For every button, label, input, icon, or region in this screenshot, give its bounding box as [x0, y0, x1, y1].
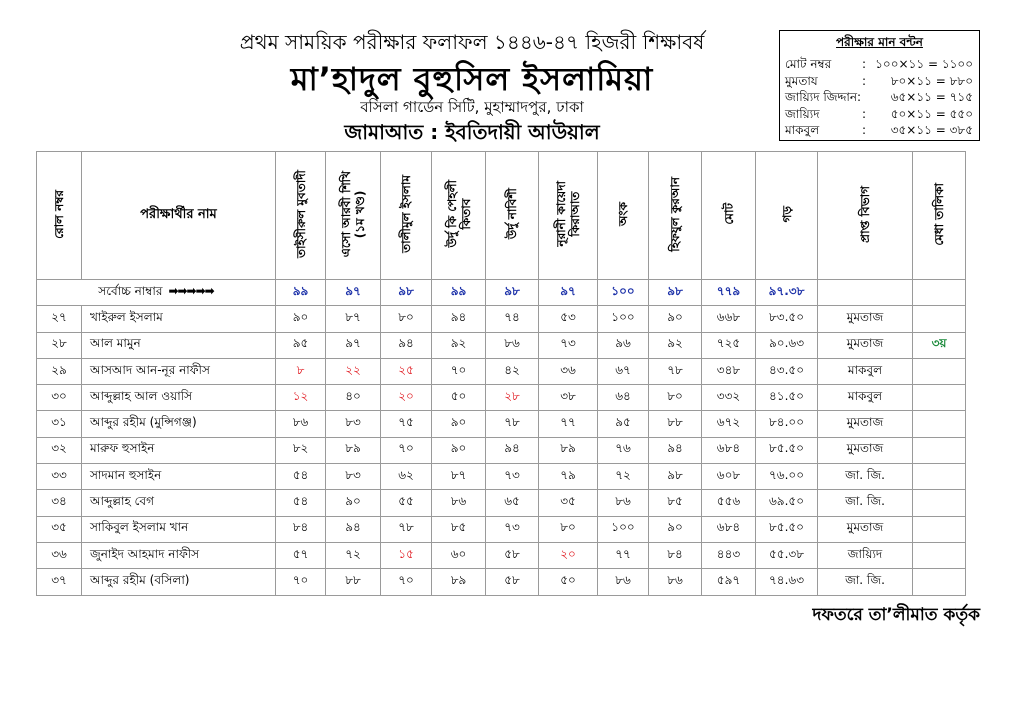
- roll-number: ৩১: [37, 411, 82, 437]
- merit-position: [913, 542, 966, 568]
- total-marks: ৬৮৪: [702, 437, 756, 463]
- merit-position: ৩য়: [913, 332, 966, 358]
- subject-mark: ৬৭: [598, 358, 649, 384]
- highest-average: ৯৭.৩৮: [756, 280, 818, 306]
- highest-marks-label: সর্বোচ্চ নাম্বার ➡➡➡➡➡: [37, 280, 276, 306]
- subject-mark: ৮৫: [649, 490, 702, 516]
- subject-mark: ৯৬: [598, 332, 649, 358]
- subject-mark: ৩৬: [539, 358, 598, 384]
- total-marks: ৩৪৮: [702, 358, 756, 384]
- subject-mark: ৮০: [539, 516, 598, 542]
- total-marks: ৭২৫: [702, 332, 756, 358]
- highest-mark: ৯৮: [486, 280, 539, 306]
- highest-mark: ৯৯: [276, 280, 326, 306]
- subject-mark: ২০: [539, 542, 598, 568]
- student-row: [37, 306, 966, 332]
- subject-mark: ৫০: [539, 569, 598, 595]
- subject-mark: ১২: [276, 385, 326, 411]
- subject-mark: ৯০: [649, 306, 702, 332]
- grade-label: মাকবুল: [785, 123, 820, 138]
- subject-mark: ৯০: [432, 437, 486, 463]
- student-name: আব্দুল্লাহ আল ওয়াসি: [82, 385, 276, 411]
- empty-cell: [913, 280, 966, 306]
- average-marks: ৭৬.০০: [756, 464, 818, 490]
- grade-division: মুমতাজ: [818, 332, 913, 358]
- subject-mark: ৫৫: [381, 490, 432, 516]
- total-marks: ৪৪৩: [702, 542, 756, 568]
- grade-distribution-box: [779, 30, 980, 141]
- col-subject-4: উর্দু কি পেহলী কিতাব: [432, 152, 486, 280]
- student-name: আব্দুর রহীম (মুন্সিগঞ্জ): [82, 411, 276, 437]
- student-name: আল মামুন: [82, 332, 276, 358]
- subject-mark: ৮৩: [326, 411, 381, 437]
- subject-mark: ৮৬: [432, 490, 486, 516]
- grade-label: মুমতায: [785, 73, 818, 88]
- subject-mark: ৮৬: [598, 490, 649, 516]
- subject-mark: ৮৬: [649, 569, 702, 595]
- grade-box-title: পরীক্ষার মান বন্টন: [836, 35, 923, 49]
- grade-division: মুমতাজ: [818, 437, 913, 463]
- student-row: [37, 358, 966, 384]
- roll-number: ৩৬: [37, 542, 82, 568]
- student-name: মারুফ হুসাইন: [82, 437, 276, 463]
- grade-colon: :: [862, 73, 867, 88]
- grade-row: [780, 106, 979, 123]
- empty-cell: [818, 280, 913, 306]
- student-name: আব্দুর রহীম (বসিলা): [82, 569, 276, 595]
- average-marks: ৮৫.৫০: [756, 437, 818, 463]
- subject-mark: ৫৮: [486, 542, 539, 568]
- highest-mark: ৯৭: [539, 280, 598, 306]
- subject-mark: ৭০: [432, 358, 486, 384]
- grade-division: মাকবুল: [818, 358, 913, 384]
- student-row: [37, 569, 966, 595]
- subject-mark: ৫৩: [539, 306, 598, 332]
- subject-mark: ৩৫: [539, 490, 598, 516]
- subject-mark: ৯৪: [649, 437, 702, 463]
- student-row: [37, 332, 966, 358]
- subject-mark: ৭৭: [598, 542, 649, 568]
- subject-mark: ৯০: [326, 490, 381, 516]
- subject-mark: ৮৫: [432, 516, 486, 542]
- col-subject-5: উর্দু নাবিশী: [486, 152, 539, 280]
- subject-mark: ৯৪: [432, 306, 486, 332]
- header-row: [37, 152, 966, 280]
- total-marks: ৫৯৭: [702, 569, 756, 595]
- student-name: জুনাইদ আহমাদ নাফীস: [82, 542, 276, 568]
- roll-number: ৩৭: [37, 569, 82, 595]
- subject-mark: ৮৭: [326, 306, 381, 332]
- highest-mark: ৯৯: [432, 280, 486, 306]
- subject-mark: ২৮: [486, 385, 539, 411]
- grade-row: [780, 56, 979, 73]
- highest-mark: ৯৮: [649, 280, 702, 306]
- subject-mark: ৮৭: [432, 464, 486, 490]
- subject-mark: ৭২: [598, 464, 649, 490]
- roll-number: ৩০: [37, 385, 82, 411]
- subject-mark: ৬৪: [598, 385, 649, 411]
- student-row: [37, 542, 966, 568]
- subject-mark: ১০০: [598, 306, 649, 332]
- student-name: সাকিবুল ইসলাম খান: [82, 516, 276, 542]
- grade-value: ৩৫×১১ = ৩৮৫: [890, 123, 973, 138]
- merit-position: [913, 306, 966, 332]
- total-marks: ৬৭২: [702, 411, 756, 437]
- col-subject-6: নূরানী কায়েদা কিরাআত: [539, 152, 598, 280]
- subject-mark: ৯৫: [598, 411, 649, 437]
- subject-mark: ৮৮: [326, 569, 381, 595]
- grade-row: [780, 73, 979, 90]
- average-marks: ৮৪.০০: [756, 411, 818, 437]
- subject-mark: ৯০: [649, 516, 702, 542]
- highest-mark: ৯৭: [326, 280, 381, 306]
- subject-mark: ৯০: [432, 411, 486, 437]
- class-name: জামাআত : ইবতিদায়ী আউয়াল: [344, 120, 600, 144]
- subject-mark: ৯৪: [381, 332, 432, 358]
- col-subject-1: তাইসীরুল মুবতাদী: [276, 152, 326, 280]
- subject-mark: ৯২: [432, 332, 486, 358]
- subject-mark: ৯০: [276, 306, 326, 332]
- grade-label: জায়্যিদ জিদ্দান:: [785, 90, 862, 105]
- subject-mark: ৯২: [649, 332, 702, 358]
- student-row: [37, 437, 966, 463]
- grade-value: ১০০×১১ = ১১০০: [875, 57, 973, 71]
- roll-number: ৩৪: [37, 490, 82, 516]
- subject-mark: ৭৭: [539, 411, 598, 437]
- subject-mark: ৭০: [381, 569, 432, 595]
- average-marks: ৪১.৫০: [756, 385, 818, 411]
- col-subject-2: এসো আরবী শিখি (১ম খণ্ড): [326, 152, 381, 280]
- subject-mark: ৭২: [326, 542, 381, 568]
- subject-mark: ৪২: [486, 358, 539, 384]
- subject-mark: ৭৪: [486, 306, 539, 332]
- merit-position: [913, 358, 966, 384]
- subject-mark: ৯৭: [326, 332, 381, 358]
- total-marks: ৩৩২: [702, 385, 756, 411]
- subject-mark: ৭৯: [539, 464, 598, 490]
- grade-colon: :: [862, 106, 867, 121]
- subject-mark: ৮২: [276, 437, 326, 463]
- average-marks: ৪৩.৫০: [756, 358, 818, 384]
- subject-mark: ২৫: [381, 358, 432, 384]
- subject-mark: ৭৩: [486, 516, 539, 542]
- subject-mark: ১৫: [381, 542, 432, 568]
- grade-division: মুমতাজ: [818, 411, 913, 437]
- grade-value: ৬৫×১১ = ৭১৫: [890, 90, 973, 105]
- subject-mark: ৫০: [432, 385, 486, 411]
- subject-mark: ৭০: [276, 569, 326, 595]
- subject-mark: ৮৪: [276, 516, 326, 542]
- col-grade: প্রাপ্ত বিভাগ: [818, 152, 913, 280]
- grade-label: জায়্যিদ: [785, 106, 820, 121]
- subject-mark: ৭৮: [486, 411, 539, 437]
- grade-division: জায়্যিদ: [818, 542, 913, 568]
- merit-position: [913, 516, 966, 542]
- subject-mark: ৮৬: [486, 332, 539, 358]
- subject-mark: ৭৫: [381, 411, 432, 437]
- merit-position: [913, 385, 966, 411]
- average-marks: ৫৫.৩৮: [756, 542, 818, 568]
- subject-mark: ৯৪: [326, 516, 381, 542]
- highest-mark: ১০০: [598, 280, 649, 306]
- highest-marks-row: [37, 280, 966, 306]
- subject-mark: ৩৮: [539, 385, 598, 411]
- subject-mark: ২০: [381, 385, 432, 411]
- subject-mark: ৫৮: [486, 569, 539, 595]
- subject-mark: ৭৩: [539, 332, 598, 358]
- institution-address: বসিলা গার্ডেন সিটি, মুহাম্মাদপুর, ঢাকা: [360, 98, 584, 116]
- subject-mark: ৮৮: [649, 411, 702, 437]
- student-row: [37, 490, 966, 516]
- subject-mark: ৮০: [381, 306, 432, 332]
- col-merit: মেধা তালিকা: [913, 152, 966, 280]
- subject-mark: ৫৪: [276, 490, 326, 516]
- student-name: খাইরুল ইসলাম: [82, 306, 276, 332]
- merit-position: [913, 437, 966, 463]
- subject-mark: ৬২: [381, 464, 432, 490]
- subject-mark: ৫৭: [276, 542, 326, 568]
- total-marks: ৫৫৬: [702, 490, 756, 516]
- subject-mark: ৮৯: [326, 437, 381, 463]
- merit-position: [913, 411, 966, 437]
- total-marks: ৬০৮: [702, 464, 756, 490]
- grade-label: মোট নম্বর: [785, 57, 832, 71]
- institution-name: মা’হাদুল বুহুসিল ইসলামিয়া: [290, 60, 654, 98]
- grade-colon: :: [862, 123, 867, 138]
- highest-mark: ৯৮: [381, 280, 432, 306]
- merit-position: [913, 490, 966, 516]
- subject-mark: ৭৩: [486, 464, 539, 490]
- grade-value: ৫০×১১ = ৫৫০: [890, 106, 973, 121]
- subject-mark: ৬০: [432, 542, 486, 568]
- subject-mark: ৯৪: [486, 437, 539, 463]
- arrow-icon: ➡➡➡➡➡: [168, 283, 214, 298]
- student-row: [37, 516, 966, 542]
- results-table: [36, 151, 966, 596]
- subject-mark: ৭৮: [649, 358, 702, 384]
- subject-mark: ৯৮: [649, 464, 702, 490]
- roll-number: ২৭: [37, 306, 82, 332]
- subject-mark: ৭০: [381, 437, 432, 463]
- grade-division: মুমতাজ: [818, 306, 913, 332]
- grade-division: জা. জি.: [818, 569, 913, 595]
- highest-total: ৭৭৯: [702, 280, 756, 306]
- col-subject-3: তালীমুল ইসলাম: [381, 152, 432, 280]
- subject-mark: ৯৫: [276, 332, 326, 358]
- roll-number: ৩২: [37, 437, 82, 463]
- subject-mark: ২২: [326, 358, 381, 384]
- col-average: গড়: [756, 152, 818, 280]
- student-name: সাদমান হুসাইন: [82, 464, 276, 490]
- subject-mark: ৮৪: [649, 542, 702, 568]
- subject-mark: ৬৫: [486, 490, 539, 516]
- subject-mark: ৮৯: [432, 569, 486, 595]
- average-marks: ৮৫.৫০: [756, 516, 818, 542]
- grade-row: [780, 122, 979, 139]
- grade-row: [780, 89, 979, 106]
- grade-division: মাকবুল: [818, 385, 913, 411]
- subject-mark: ৮৩: [326, 464, 381, 490]
- subject-mark: ৫৪: [276, 464, 326, 490]
- roll-number: ৩৫: [37, 516, 82, 542]
- subject-mark: ৭৮: [381, 516, 432, 542]
- subject-mark: ৮৬: [598, 569, 649, 595]
- average-marks: ৯০.৬৩: [756, 332, 818, 358]
- average-marks: ৭৪.৬৩: [756, 569, 818, 595]
- subject-mark: ১০০: [598, 516, 649, 542]
- student-row: [37, 411, 966, 437]
- roll-number: ৩৩: [37, 464, 82, 490]
- col-total: মোট: [702, 152, 756, 280]
- student-row: [37, 464, 966, 490]
- grade-value: ৮০×১১ = ৮৮০: [890, 73, 973, 88]
- student-name: আব্দুল্লাহ বেগ: [82, 490, 276, 516]
- grade-division: জা. জি.: [818, 464, 913, 490]
- subject-mark: ৮০: [649, 385, 702, 411]
- merit-position: [913, 569, 966, 595]
- col-roll: রোল নম্বর: [37, 152, 82, 280]
- subject-mark: ৮৬: [276, 411, 326, 437]
- merit-position: [913, 464, 966, 490]
- total-marks: ৬৬৮: [702, 306, 756, 332]
- roll-number: ২৯: [37, 358, 82, 384]
- subject-mark: ৮: [276, 358, 326, 384]
- average-marks: ৬৯.৫০: [756, 490, 818, 516]
- exam-title: প্রথম সাময়িক পরীক্ষার ফলাফল ১৪৪৬-৪৭ হিজরী শিক্ষাবর্ষ: [239, 30, 705, 54]
- grade-division: মুমতাজ: [818, 516, 913, 542]
- col-subject-8: হিফযুল কুরআন: [649, 152, 702, 280]
- office-signature: দফতরে তা’লীমাত কর্তৃক: [812, 605, 980, 625]
- subject-mark: ৮৯: [539, 437, 598, 463]
- col-subject-7: অংক: [598, 152, 649, 280]
- total-marks: ৬৮৪: [702, 516, 756, 542]
- student-name: আসআদ আন-নূর নাফীস: [82, 358, 276, 384]
- col-name: পরীক্ষার্থীর নাম: [82, 152, 276, 280]
- student-row: [37, 385, 966, 411]
- roll-number: ২৮: [37, 332, 82, 358]
- subject-mark: ৪০: [326, 385, 381, 411]
- average-marks: ৮৩.৫০: [756, 306, 818, 332]
- grade-division: জা. জি.: [818, 490, 913, 516]
- grade-colon: :: [862, 57, 867, 71]
- subject-mark: ৭৬: [598, 437, 649, 463]
